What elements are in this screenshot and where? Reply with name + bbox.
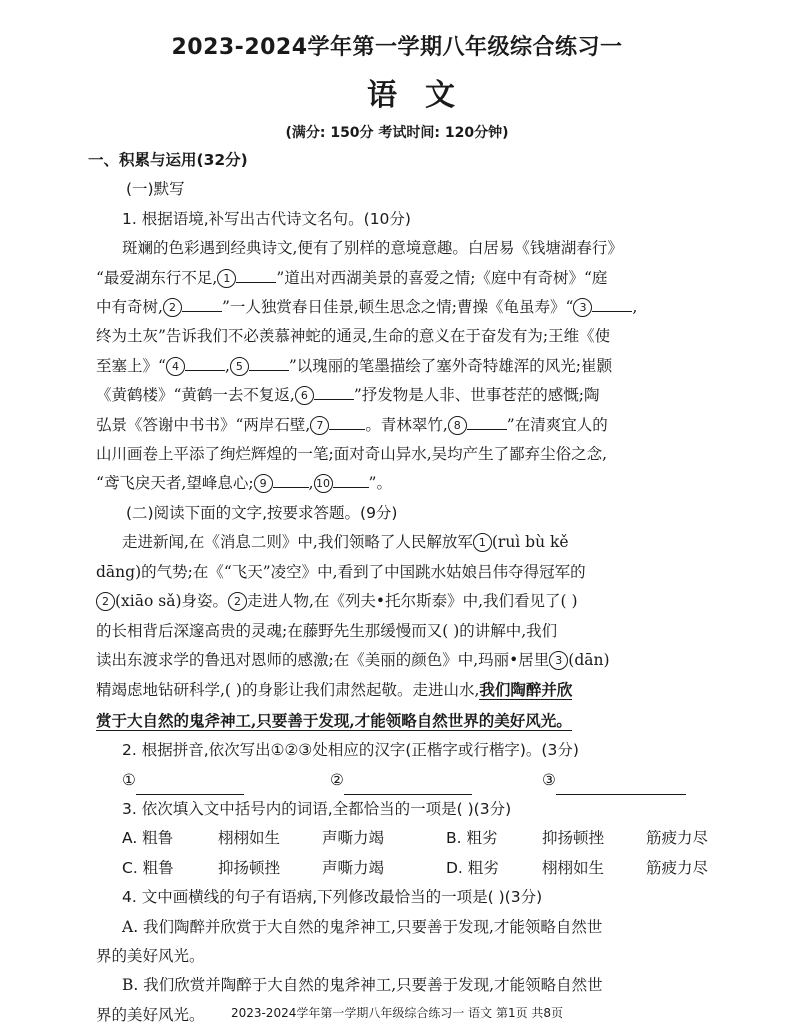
- exam-info: (满分: 150分 考试时间: 120分钟): [285, 125, 509, 141]
- option-label: A. 粗鲁: [122, 829, 174, 848]
- option-word: 声嘶力竭: [322, 829, 385, 848]
- passage-line: 2 (xiāo sǎ)身姿。 2 走进人物,在《列夫•托尔斯泰》中,我们看见了( ): [96, 587, 732, 616]
- subject-title: 语文: [367, 78, 483, 113]
- passage-line: 《黄鹤楼》“黄鹤一去不复返, 6 ”抒发物是人非、世事苍茫的感慨;陶: [96, 381, 732, 410]
- q4-option: B. 我们欣赏并陶醉于大自然的鬼斧神工,只要善于发现,才能领略自然世: [122, 976, 603, 995]
- exam-title: 2023-2024学年第一学期八年级综合练习一: [171, 35, 623, 60]
- q2-answer-row: ① ② ③: [96, 766, 732, 795]
- blank-number: 2: [96, 592, 115, 611]
- option-word: 筋疲力尽: [646, 829, 709, 848]
- underlined-sentence: 我们陶醉并欣: [479, 680, 573, 700]
- answer-blank[interactable]: [467, 411, 507, 430]
- passage-line: 弘景《答谢中书书》“两岸石壁, 7 。青林翠竹, 8 ”在清爽宜人的: [96, 411, 732, 440]
- answer-blank[interactable]: [329, 411, 365, 430]
- underlined-sentence: 赏于大自然的鬼斧神工,只要善于发现,才能领略自然世界的美好风光。: [96, 710, 572, 730]
- blank-number: 1: [217, 269, 236, 288]
- option-word: 抑扬顿挫: [542, 829, 605, 848]
- q4-option: A. 我们陶醉并欣赏于大自然的鬼斧神工,只要善于发现,才能领略自然世: [122, 917, 603, 936]
- section-heading: 一、积累与运用(32分): [88, 151, 248, 169]
- answer-blank[interactable]: [236, 264, 276, 283]
- answer-blank[interactable]: [333, 469, 369, 488]
- blank-number: 10: [314, 474, 333, 493]
- q4-option: 界的美好风光。: [96, 1005, 205, 1024]
- blank-number: 4: [166, 357, 185, 376]
- part-heading: (一)默写: [126, 180, 185, 199]
- blank-number: 7: [310, 416, 329, 435]
- question-1: 1. 根据语境,补写出古代诗文名句。(10分): [122, 209, 411, 228]
- passage-line: “鸢飞戾天者,望峰息心; 9 , 10 ”。: [96, 469, 732, 498]
- answer-blank[interactable]: [182, 293, 222, 312]
- blank-number: 2: [163, 298, 182, 317]
- option-word: 声嘶力竭: [322, 858, 385, 877]
- page-footer: 2023-2024学年第一学期八年级综合练习一 语文 第1页 共8页: [230, 1006, 564, 1020]
- passage-line: 终为土灰”告诉我们不必羡慕神蛇的通灵,生命的意义在于奋发有为;王维《使: [96, 327, 611, 346]
- answer-blank[interactable]: [249, 352, 289, 371]
- answer-blank[interactable]: [185, 352, 225, 371]
- passage-line: 精竭虑地钻研科学,( )的身影让我们肃然起敬。走进山水,我们陶醉并欣: [96, 680, 573, 700]
- blank-number: 2: [228, 592, 247, 611]
- answer-blank[interactable]: [314, 381, 354, 400]
- passage-line: 走进新闻,在《消息二则》中,我们领略了人民解放军 1 (ruì bù kě: [122, 533, 569, 552]
- blank-number: 8: [448, 416, 467, 435]
- question-4: 4. 文中画横线的句子有语病,下列修改最恰当的一项是( )(3分): [122, 888, 543, 907]
- blank-number: 6: [295, 386, 314, 405]
- passage-line: 中有奇树, 2 ”一人独赏春日佳景,顿生思念之情;曹操《龟虽寿》“ 3 ,: [96, 293, 732, 322]
- part-heading: (二)阅读下面的文字,按要求答题。(9分): [126, 503, 398, 522]
- blank-number: 9: [254, 474, 273, 493]
- question-2: 2. 根据拼音,依次写出①②③处相应的汉字(正楷字或行楷字)。(3分): [122, 741, 579, 760]
- blank-number: 3: [573, 298, 592, 317]
- answer-blank[interactable]: [556, 776, 686, 795]
- passage-line: [96, 706, 732, 736]
- passage-line: “最爱湖东行不足, 1 ”道出对西湖美景的喜爱之情;《庭中有奇树》“庭: [96, 264, 732, 293]
- passage-line: 山川画卷上平添了绚烂辉煌的一笔;面对奇山异水,吴均产生了鄙弃尘俗之念,: [96, 445, 608, 464]
- passage-line: dāng)的气势;在《“飞天”凌空》中,看到了中国跳水姑娘吕伟夺得冠军的: [96, 562, 586, 581]
- blank-number: 1: [473, 533, 492, 552]
- answer-blank[interactable]: [136, 776, 244, 795]
- answer-blank[interactable]: [592, 293, 632, 312]
- option-word: 抑扬顿挫: [218, 858, 281, 877]
- q4-option: 界的美好风光。: [96, 946, 205, 965]
- option-label: C. 粗鲁: [122, 858, 174, 877]
- option-word: 筋疲力尽: [646, 858, 709, 877]
- option-label: D. 粗劣: [446, 858, 499, 877]
- passage-line: 读出东渡求学的鲁迅对恩师的感激;在《美丽的颜色》中,玛丽•居里 3 (dān): [96, 650, 610, 669]
- question-3: 3. 依次填入文中括号内的词语,全都恰当的一项是( )(3分): [122, 799, 512, 818]
- passage-line: 至塞上》“ 4 , 5 ”以瑰丽的笔墨描绘了塞外奇特雄浑的风光;崔颢: [96, 352, 732, 381]
- answer-blank[interactable]: [344, 776, 472, 795]
- option-label: B. 粗劣: [446, 829, 498, 848]
- q3-option-row: [96, 854, 732, 883]
- passage-line: 斑斓的色彩遇到经典诗文,便有了别样的意境意趣。白居易《钱塘湖春行》: [122, 239, 623, 258]
- option-word: 栩栩如生: [218, 829, 281, 848]
- answer-blank[interactable]: [273, 469, 309, 488]
- option-word: 栩栩如生: [542, 858, 605, 877]
- passage-line: 的长相背后深邃高贵的灵魂;在藤野先生那缓慢而又( )的讲解中,我们: [96, 621, 558, 640]
- q3-option-row: [96, 824, 732, 853]
- exam-content: [88, 146, 732, 1030]
- blank-number: 5: [230, 357, 249, 376]
- blank-number: 3: [549, 651, 568, 670]
